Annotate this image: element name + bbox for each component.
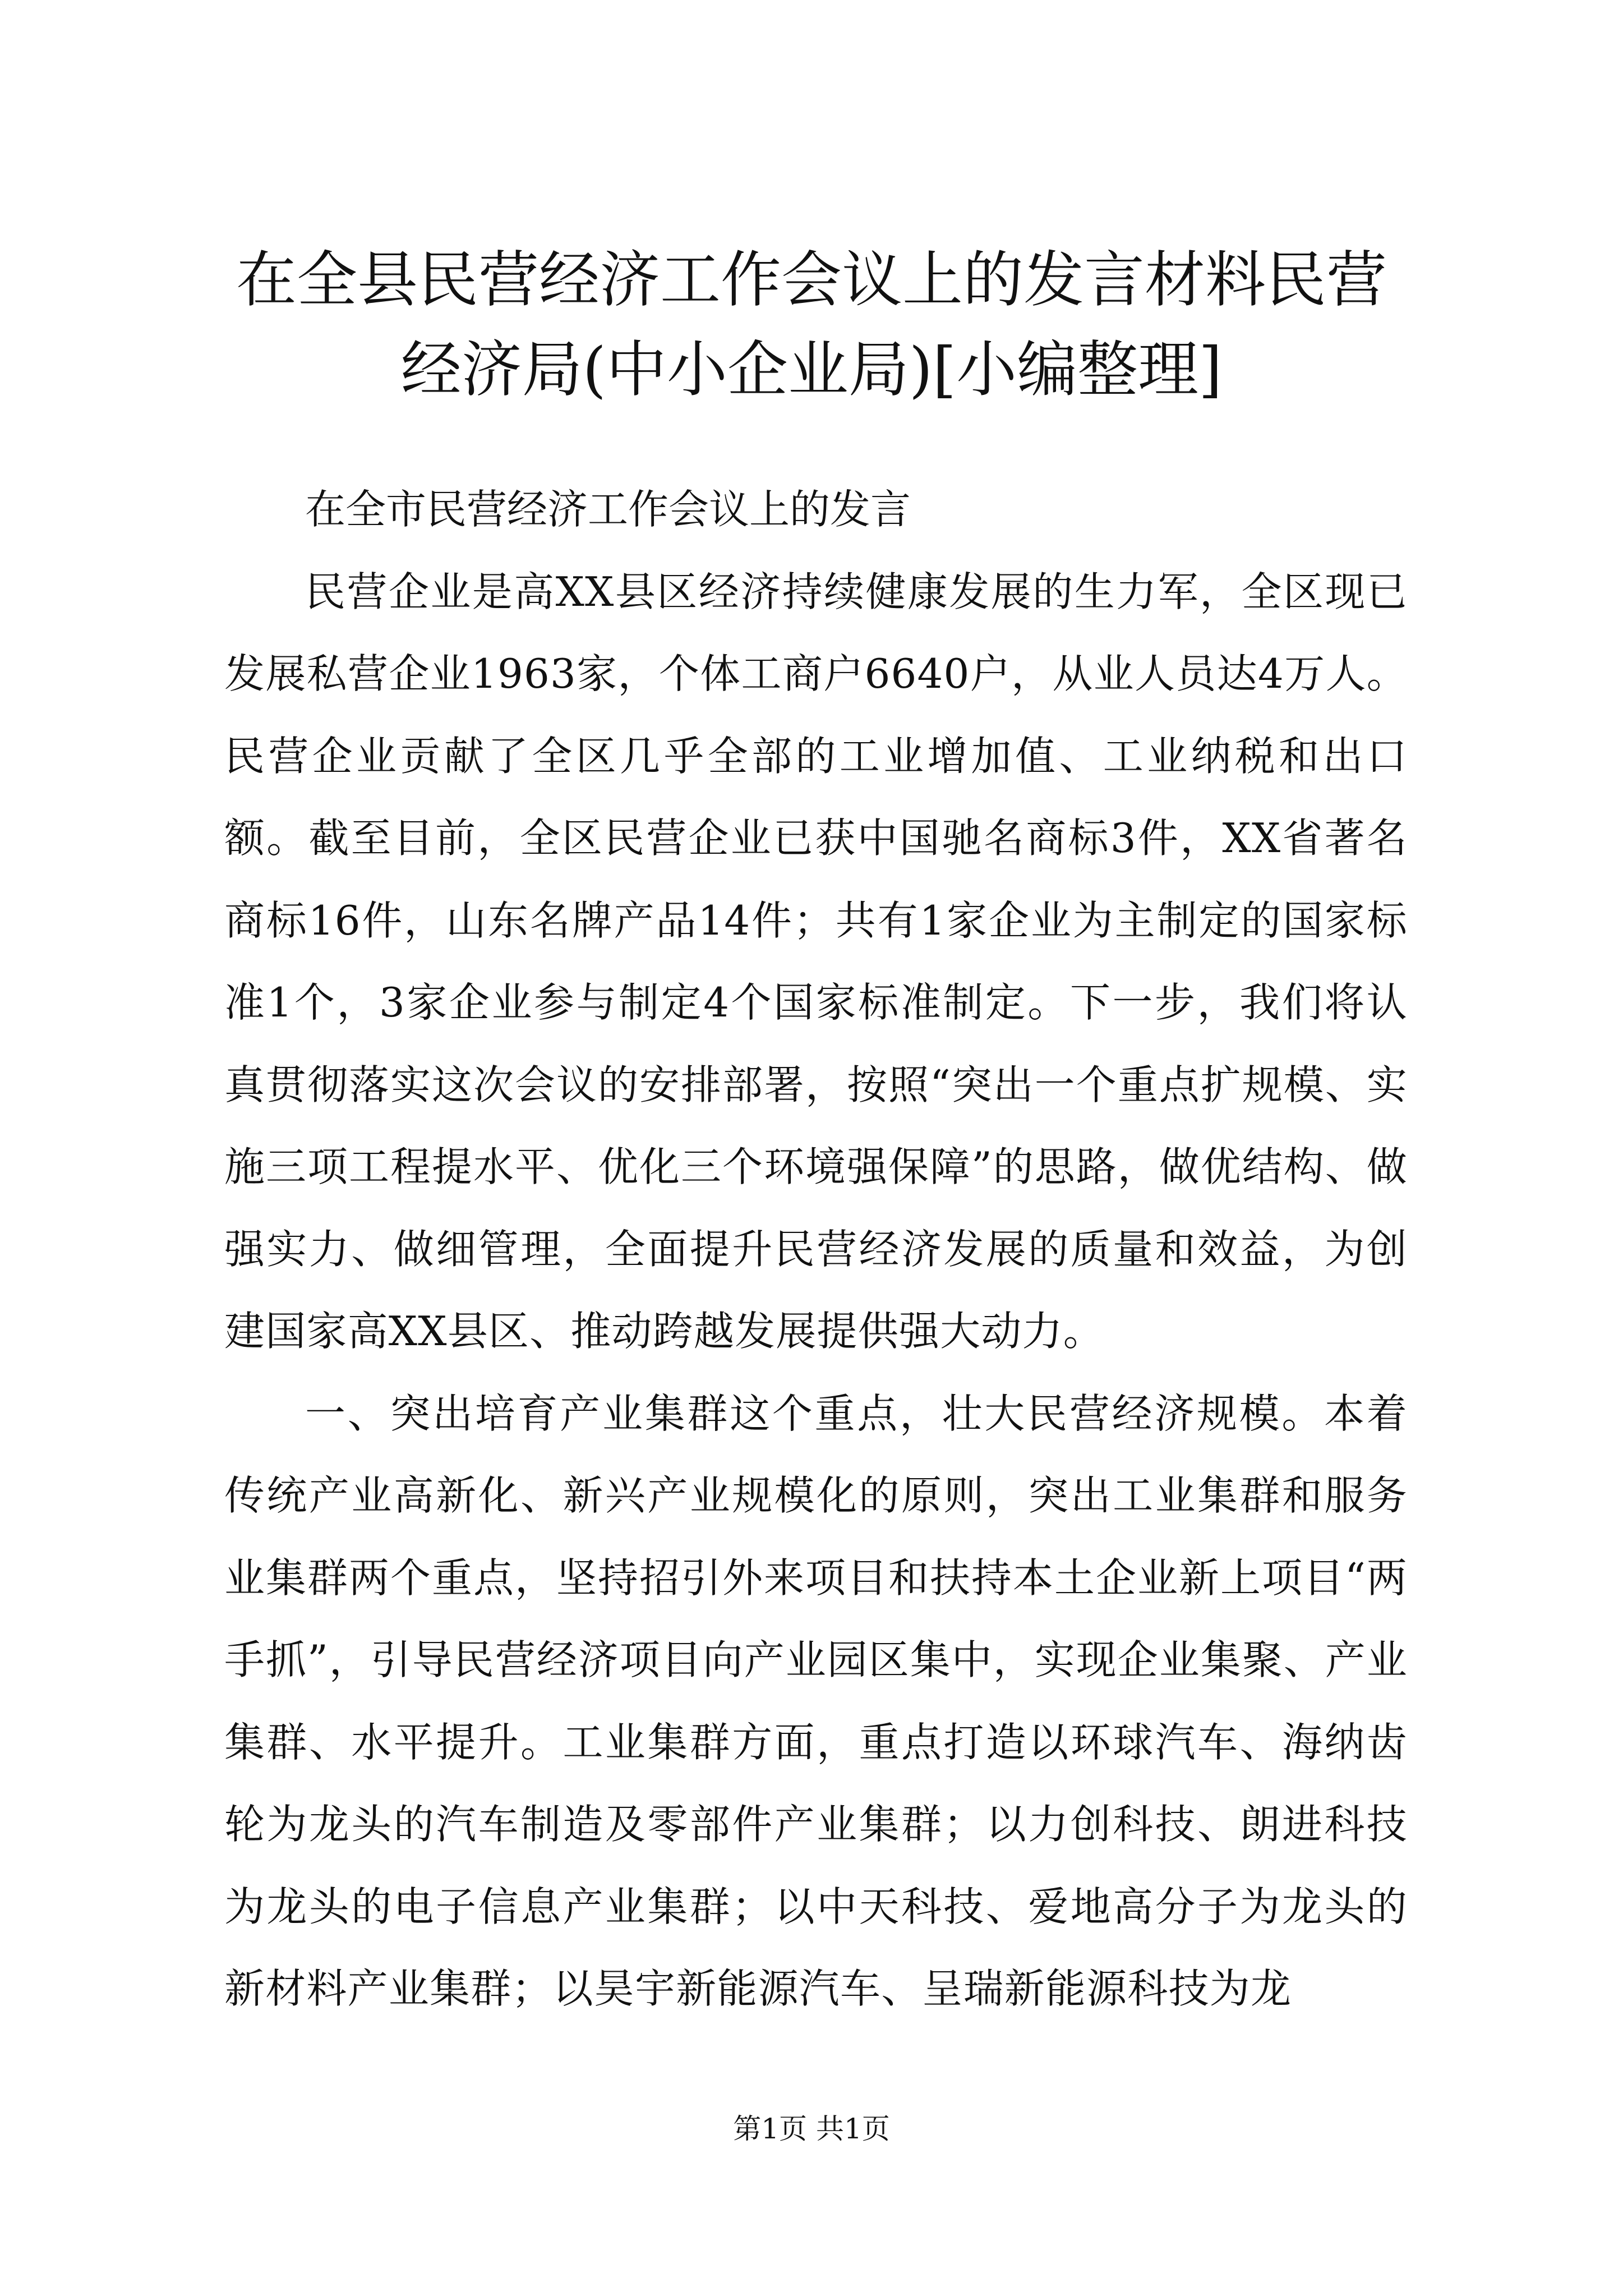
paragraph-section-one: 一、突出培育产业集群这个重点，壮大民营经济规模。本着传统产业高新化、新兴产业规模化的原则，突出工业集群和服务业集群两个重点，坚持招引外来项目和扶持本土企业新上项目“两手抓”，引导民营经济项目向产业园区集中，实现企业集聚、产业集群、水平提升。工业集群方面，重点打造以环球汽车、海纳齿轮为龙头的汽车制造及零部件产业集群；以力创科技、朗进科技为龙头的电子信息产业集群；以中天科技、爱地高分子为龙头的新材料产业集群；以昊宇新能源汽车、呈瑞新能源科技为龙 (224, 1389, 1408, 2012)
page-footer: 第1页 共1页 (733, 2113, 890, 2145)
document-subtitle: 在全市民营经济工作会议上的发言 (305, 486, 911, 533)
document-body (224, 468, 1408, 2030)
paragraph-intro: 民营企业是高XX县区经济持续健康发展的生力军，全区现已发展私营企业1963家，个体工商户6640户，从业人员达4万人。民营企业贡献了全区几乎全部的工业增加值、工业纳税和出口额。截至目前，全区民营企业已获中国驰名商标3件，XX省著名商标16件，山东名牌产品14件；共有1家企业为主制定的国家标准1个，3家企业参与制定4个国家标准制定。下一步，我们将认真贯彻落实这次会议的安排部署，按照“突出一个重点扩规模、实施三项工程提水平、优化三个环境强保障”的思路，做优结构、做强实力、做细管理，全面提升民营经济发展的质量和效益，为创建国家高XX县区、推动跨越发展提供强大动力。 (224, 568, 1408, 1355)
document-title: 在全县民营经济工作会议上的发言材料民营经济局(中小企业局)[小编整理] (236, 245, 1387, 405)
